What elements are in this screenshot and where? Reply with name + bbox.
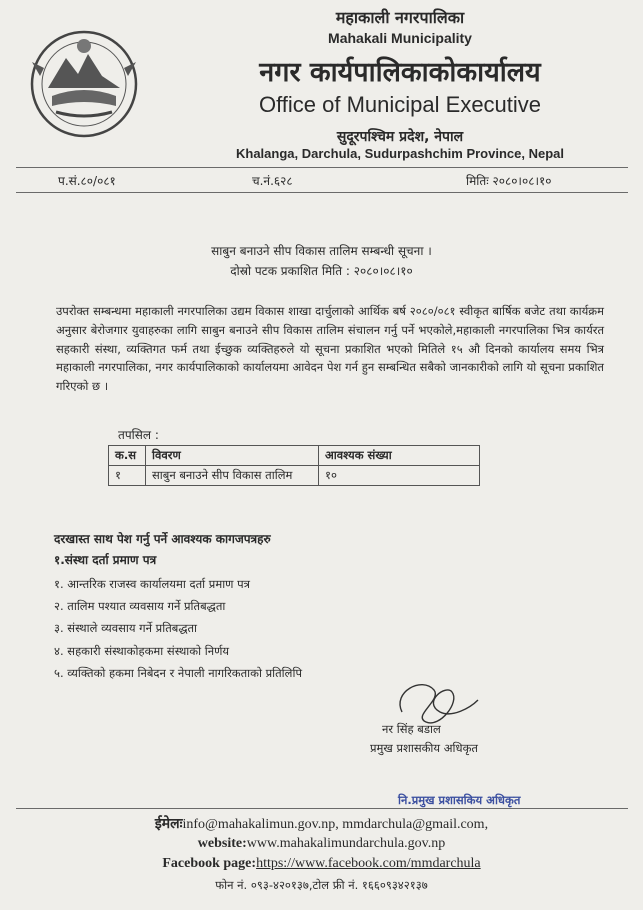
list-item: ५. व्यक्तिको हकमा निबेदन र नेपाली नागरिकताको प्रतिलिपि [54, 665, 302, 680]
facebook-label: Facebook page: [162, 856, 257, 871]
letter-date: मितिः २०८०।०८।१० [466, 174, 552, 188]
website-link[interactable]: www.mahakalimundarchula.gov.np [246, 836, 446, 851]
publication-date: दोस्रो पटक प्रकाशित मिति : २०८०।०८।१० [230, 264, 413, 278]
list-item: १. आन्तरिक राजस्व कार्यालयमा दर्ता प्रमाण पत्र [54, 577, 251, 591]
table-header-cell: आवश्यक संख्या [319, 446, 480, 466]
letter-number: प.सं.८०/०८१ [58, 174, 116, 188]
list-item: ४. सहकारी संस्थाकोहकमा संस्थाको निर्णय [54, 643, 230, 658]
table-header-row [109, 446, 480, 466]
notice-body: उपरोक्त सम्बन्धमा महाकाली नगरपालिका उद्यम विकास शाखा दार्चुलाको आर्थिक बर्ष २०८०/०८१ स्वीकृत बार्षिक बजेट तथा कार्यक्रम अनुसार बेरोजगार युवाहरुका लागि साबुन बनाउने सीप विकास तालिम संचालन गर्नु पर्ने भएकोले,महाकाली नगरपालिका भित्र कार्यरत सहकारी संस्था, व्यक्तिगत फर्म तथा ईच्छुक व्यक्तिहरुले यो सूचना प्रकाशित भएको मितिले १५ औ दिनको कार्यालय समय भित्र महाकाली नगरपालिका, नगर कार्यपालिकाको कार्यालयमा आवेदन पेश गर्न हुन सम्बन्धित सबैको जानकारीको लागि यो सूचना प्रकाशित गरिएको छ । [56, 304, 604, 394]
documents-subheading: १.संस्था दर्ता प्रमाण पत्र [54, 553, 157, 567]
signatory-title: प्रमुख प्रशासकीय अधिकृत [370, 741, 478, 755]
table-header-cell: विवरण [146, 446, 319, 466]
header-rule-bottom [16, 192, 628, 193]
footer-rule [16, 808, 628, 809]
office-name-nepali: नगर कार्यपालिकाकोकार्यालय [259, 57, 541, 88]
footer-facebook-line [0, 856, 643, 872]
table-row [109, 466, 480, 486]
signatory-name: नर सिंह बडाल [382, 722, 441, 736]
documents-list [54, 573, 302, 684]
municipality-name-nepali: महाकाली नगरपालिका [335, 8, 465, 27]
details-label: तपसिल : [118, 428, 159, 442]
list-item: २. तालिम पश्यात व्यवसाय गर्ने प्रतिबद्धता [54, 599, 226, 614]
facebook-link[interactable]: https://www.facebook.com/mmdarchula [256, 856, 481, 871]
dispatch-number: च.नं.६२८ [252, 174, 293, 188]
footer-phone: फोन नं. ०९३-४२०१३७,टोल फ्री नं. १६६०९३४२१३७ [215, 878, 428, 892]
list-item: ३. संस्थाले व्यवसाय गर्ने प्रतिबद्धता [54, 621, 198, 636]
office-name-english: Office of Municipal Executive [258, 92, 542, 117]
email-link[interactable]: info@mahakalimun.gov.np, mmdarchula@gmail.com, [182, 817, 489, 832]
notice-subject: साबुन बनाउने सीप विकास तालिम सम्बन्धी सूचना । [211, 244, 432, 258]
documents-heading: दरखास्त साथ पेश गर्नु पर्ने आवश्यक कागजपत्रहरु [54, 532, 271, 546]
official-stamp: नि.प्रमुख प्रशासकिय अधिकृत [398, 793, 521, 807]
table-cell: १० [319, 466, 480, 486]
municipality-name-english: Mahakali Municipality [328, 30, 472, 46]
website-label: website: [197, 836, 247, 851]
details-table [108, 445, 480, 486]
table-cell: साबुन बनाउने सीप विकास तालिम [146, 466, 319, 486]
table-header-cell: क.स [109, 446, 146, 466]
address-english: Khalanga, Darchula, Sudurpashchim Province, Nepal [236, 146, 564, 161]
header-rule-top [16, 167, 628, 168]
table-cell: १ [109, 466, 146, 486]
municipality-emblem [26, 24, 142, 142]
email-label: ईमेलः [154, 817, 183, 832]
footer-website-line [0, 836, 643, 852]
footer-email-line [0, 814, 643, 833]
province-nepali: सुदूरपश्चिम प्रदेश, नेपाल [336, 129, 464, 145]
